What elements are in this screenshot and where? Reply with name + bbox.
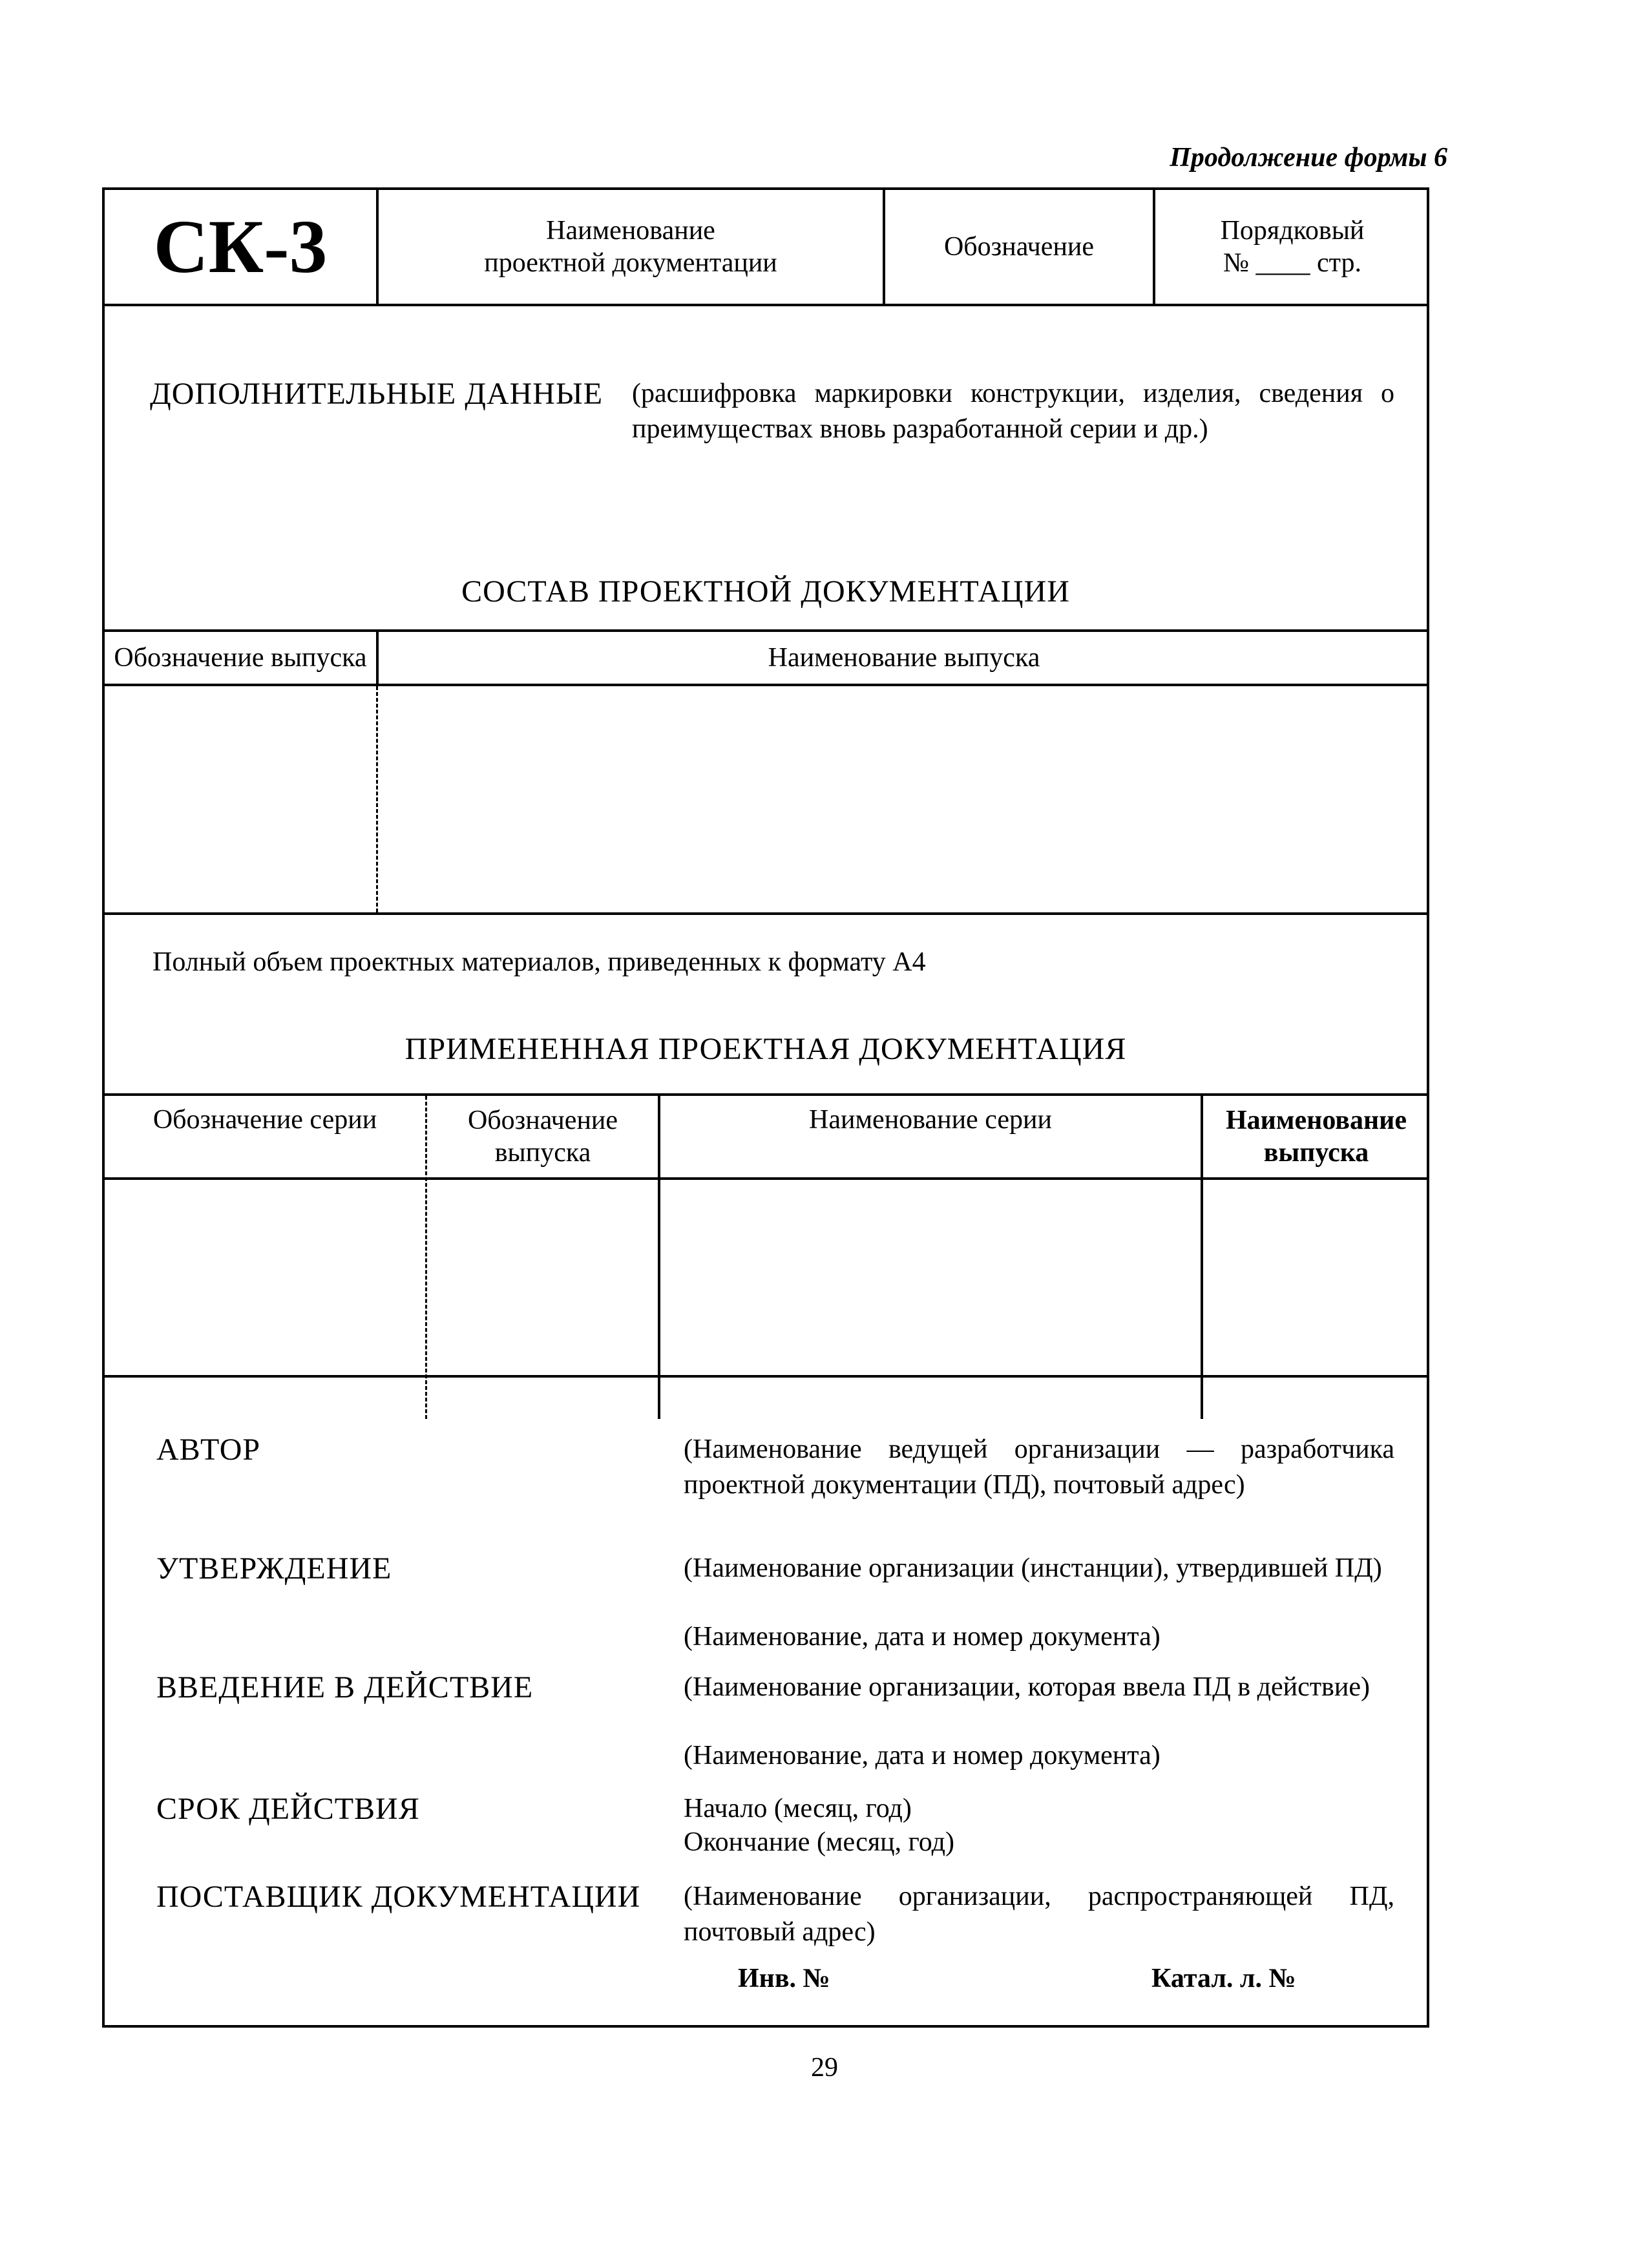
page-number: 29 [811,2053,838,2083]
validity-end: Окончание (месяц, год) [684,1827,954,1857]
additional-data-description: (расшифровка маркировки конструкции, изделия, сведения о преимуществах вновь разработанной серии и др.) [632,379,1394,444]
supplier-description: (Наименование организации, распространяющей ПД, почтовый адрес) [684,1882,1394,1947]
composition-header-rule [105,684,1427,686]
applied-col-issue-designation: Обозначение выпуска [467,1105,618,1168]
form-sk3 [102,187,1429,2028]
author-label: АВТОР [156,1433,261,1467]
form-code: СК-3 [153,204,328,289]
applied-col-issue-name: Наименование выпуска [1226,1105,1407,1168]
inventory-number-field: Инв. № [738,1964,830,1993]
approval-document: (Наименование, дата и номер документа) [684,1622,1161,1652]
supplier-label: ПОСТАВЩИК ДОКУМЕНТАЦИИ [156,1880,641,1914]
validity-label: СРОК ДЕЙСТВИЯ [156,1792,420,1826]
enactment-label: ВВЕДЕНИЕ В ДЕЙСТВИЕ [156,1670,534,1705]
enactment-document: (Наименование, дата и номер документа) [684,1741,1161,1770]
author-description: (Наименование ведущей организации — разработчика проектной документации (ПД), почтовый адрес) [684,1434,1394,1500]
enactment-organization: (Наименование организации, которая ввела ПД в действие) [684,1672,1370,1702]
doc-name-label: Наименование проектной документации [484,215,777,278]
approval-label: УТВЕРЖДЕНИЕ [156,1551,392,1586]
additional-data-label: ДОПОЛНИТЕЛЬНЫЕ ДАННЫЕ [150,377,604,411]
applied-col-series-designation: Обозначение серии [152,1105,377,1135]
applied-col-series-name: Наименование серии [809,1105,1052,1135]
header-bottom-rule [105,304,1427,306]
composition-title: СОСТАВ ПРОЕКТНОЙ ДОКУМЕНТАЦИИ [461,574,1070,609]
composition-table-bottom [105,912,1427,915]
applied-col-divider [425,1096,427,1419]
form-continuation-note: Продолжение формы 6 [1170,143,1447,173]
composition-col-name: Наименование выпуска [768,642,1040,673]
composition-col-designation: Обозначение выпуска [114,642,367,673]
validity-start: Начало (месяц, год) [684,1794,912,1823]
applied-title: ПРИМЕНЕННАЯ ПРОЕКТНАЯ ДОКУМЕНТАЦИЯ [404,1032,1127,1066]
volume-text: Полный объем проектных материалов, приведенных к формату А4 [152,947,926,977]
designation-label: Обозначение [943,231,1095,262]
applied-header-rule [105,1177,1427,1180]
page-number-field: Порядковый № ____ стр. [1220,215,1365,278]
applied-table-bottom [105,1375,1427,1378]
approval-organization: (Наименование организации (инстанции), утвердившей ПД) [684,1553,1382,1583]
composition-body-divider [376,686,378,912]
catalog-sheet-field: Катал. л. № [1151,1964,1296,1993]
